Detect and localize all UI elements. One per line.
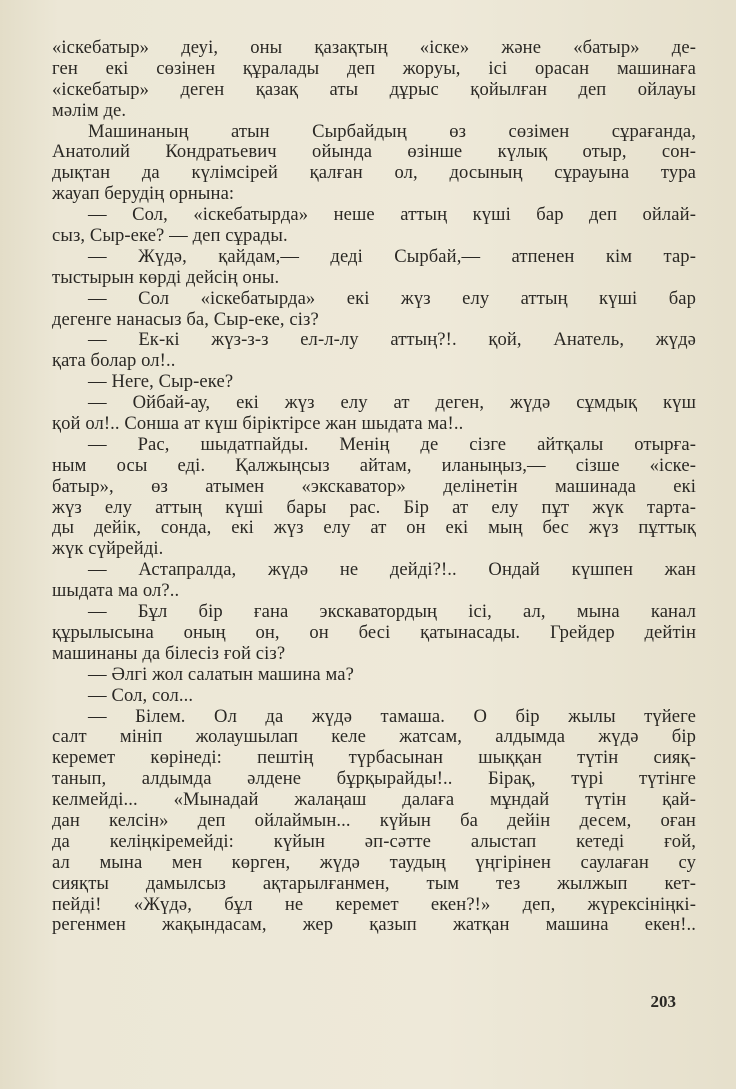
text-line: регенмен жақындасам, жер қазып жатқан машина екен!.. <box>52 914 696 936</box>
text-line: — Сол, сол... <box>88 684 194 706</box>
text-line: дықтан да күлімсірей қалған ол, досының сұрауына тура <box>52 162 696 184</box>
text-line: келмейді... «Мынадай жалаңаш далаға мұндай түтін қай- <box>52 789 696 811</box>
text-line: пейді! «Жүдә, бұл не керемет екен?!» деп, жүрексініңкі- <box>52 893 696 915</box>
text-line: — Ек-кі жүз-з-з ел-л-лу аттың?!. қой, Анатель, жүдә <box>88 329 696 351</box>
text-line: жүз елу аттың күші бары рас. Бір ат елу пұт жүк тарта- <box>52 496 696 518</box>
text-line: керемет көрінеді: пештің түрбасынан шыққан түтін сияқ- <box>52 747 696 769</box>
text-line: да келіңкіремейді: күйын әп-сәтте алыстап кетеді ғой, <box>52 830 696 852</box>
text-line: шыдата ма ол?.. <box>52 580 180 602</box>
text-line: Машинаның атын Сырбайдың өз сөзімен сұрағанда, <box>88 120 696 142</box>
text-line: ды дейік, сонда, екі жүз елу ат он екі мың бес жүз пұттық <box>52 517 696 539</box>
text-line: ал мына мен көрген, жүдә таудың үңгірінен саулаған су <box>52 851 696 873</box>
text-line: Анатолий Кондратьевич ойында өзінше күлық отыр, сон- <box>52 141 696 163</box>
text-line: — Астапралда, жүдә не дейді?!.. Ондай күшпен жан <box>88 559 696 581</box>
text-line: қой ол!.. Сонша ат күш біріктірсе жан шыдата ма!.. <box>52 413 464 435</box>
text-line: — Сол «іскебатырда» екі жүз елу аттың күші бар <box>88 287 696 309</box>
text-line: — Сол, «іскебатырда» неше аттың күші бар деп ойлай- <box>88 204 696 226</box>
text-line: сыз, Сыр-еке? — деп сұрады. <box>52 225 288 247</box>
text-line: танып, алдымда әлдене бұрқырайды!.. Бірақ, түрі түтінге <box>52 768 696 790</box>
text-line: — Ойбай-ау, екі жүз елу ат деген, жүдә сұмдық күш <box>88 392 696 414</box>
text-line: тыстырын көрді дейсің оны. <box>52 266 280 288</box>
text-line: салт мініп жолаушылап келе жатсам, алдымда жүдә бір <box>52 726 696 748</box>
text-line: сияқты дамылсыз ақтарылғанмен, тым тез жылжып кет- <box>52 872 696 894</box>
text-line: дегенге нанасыз ба, Сыр-еке, сіз? <box>52 308 319 330</box>
page-number: 203 <box>650 992 676 1011</box>
body-text <box>52 38 696 936</box>
text-line: машинаны да білесіз ғой сіз? <box>52 642 286 664</box>
text-line: құрылысына оның он, он бесі қатынасады. Грейдер дейтін <box>52 621 696 643</box>
text-line: қата болар ол!.. <box>52 350 176 372</box>
text-line: ным осы еді. Қалжыңсыз айтам, иланыңыз,— сізше «іске- <box>52 454 696 476</box>
text-line: ген екі сөзінен құралады деп жоруы, ісі орасан машинаға <box>52 57 696 79</box>
text-line: — Жүдә, қайдам,— деді Сырбай,— атпенен кім тар- <box>88 245 696 267</box>
text-line: «іскебатыр» деген қазақ аты дұрыс қойылған деп ойлауы <box>52 78 696 100</box>
text-line: — Рас, шыдатпайды. Менің де сізге айтқалы отырға- <box>88 433 696 455</box>
text-line: — Неге, Сыр-еке? <box>88 371 234 393</box>
text-line: дан келсін» деп ойлаймын... күйын ба дейін десем, оған <box>52 809 696 831</box>
text-line: — Әлгі жол салатын машина ма? <box>88 663 354 685</box>
text-line: батыр», өз атымен «экскаватор» делінетін машинада екі <box>52 475 696 497</box>
text-line: — Бұл бір ғана экскаватордың ісі, ал, мына канал <box>88 601 696 623</box>
text-line: — Білем. Ол да жүдә тамаша. О бір жылы түйеге <box>88 705 696 727</box>
text-line: мәлім де. <box>52 99 127 121</box>
text-line: жүк сүйрейді. <box>52 538 164 560</box>
text-line: жауап берудің орнына: <box>52 183 235 205</box>
text-line: «іскебатыр» деуі, оны қазақтың «іске» және «батыр» де- <box>52 37 696 58</box>
